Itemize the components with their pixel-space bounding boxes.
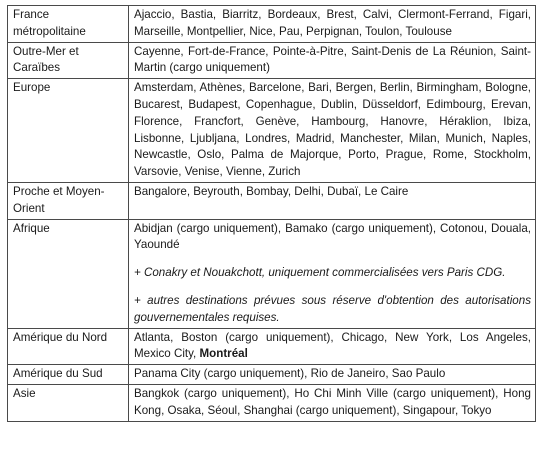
destinations-cell — [129, 219, 536, 328]
region-cell: Amérique du Nord — [8, 328, 129, 365]
highlighted-destination: Montréal — [199, 347, 248, 361]
region-cell: Amérique du Sud — [8, 365, 129, 385]
destinations-cell — [129, 365, 536, 385]
destinations-list: Bangalore, Beyrouth, Bombay, Delhi, Dubaï, Le Caire — [134, 184, 409, 198]
region-cell: Asie — [8, 384, 129, 421]
table-row — [8, 42, 536, 79]
destinations-text: Atlanta, Boston (cargo uniquement), Chicago, New York, Los Angeles, Mexico City, — [134, 330, 531, 361]
table-row — [8, 365, 536, 385]
region-cell: France métropolitaine — [8, 6, 129, 43]
table-row — [8, 328, 536, 365]
table-row — [8, 384, 536, 421]
destinations-note: + Conakry et Nouakchott, uniquement commercialisées vers Paris CDG. — [134, 266, 506, 280]
destinations-list: Cayenne, Fort-de-France, Pointe-à-Pitre, Saint-Denis de La Réunion, Saint-Martin (cargo uniquement) — [134, 44, 531, 75]
destinations-cell — [129, 384, 536, 421]
destinations-list: Ajaccio, Bastia, Biarritz, Bordeaux, Brest, Calvi, Clermont-Ferrand, Figari, Marseille, Montpellier, Nice, Pau, Perpignan, Toulon, Toulouse — [134, 8, 531, 38]
region-cell: Afrique — [8, 219, 129, 328]
destinations-list — [134, 330, 531, 364]
table-row — [8, 6, 536, 43]
destinations-cell — [129, 6, 536, 43]
destinations-cell — [129, 182, 536, 219]
destinations-list: Bangkok (cargo uniquement), Ho Chi Minh Ville (cargo uniquement), Hong Kong, Osaka, Séoul, Shanghai (cargo uniquement), Singapour, Tokyo — [134, 386, 531, 417]
table-row — [8, 219, 536, 328]
destinations-list: Panama City (cargo uniquement), Rio de Janeiro, Sao Paulo — [134, 367, 446, 381]
table-row — [8, 182, 536, 219]
destinations-table-container — [7, 5, 529, 422]
destinations-list: Abidjan (cargo uniquement), Bamako (cargo uniquement), Cotonou, Douala, Yaoundé — [134, 221, 531, 252]
region-cell: Europe — [8, 79, 129, 183]
table-row — [8, 79, 536, 183]
destinations-list: Amsterdam, Athènes, Barcelone, Bari, Bergen, Berlin, Birmingham, Bologne, Bucarest, Budapest, Copenhague, Dublin, Düsseldorf, Edimbourg, Erevan, Florence, Francfort, Genève, Hambourg, Hanovre, Héraklion, Ibiza, Lisbonne, Ljubljana, Londres, Madrid, Manchester, Milan, Munich, Naples, Newcastle, Oslo, Palma de Majorque, Porto, Prague, Rome, Stockholm, Varsovie, Venise, Vienne, Zurich — [134, 81, 531, 179]
destinations-cell — [129, 42, 536, 79]
region-cell: Outre-Mer et Caraïbes — [8, 42, 129, 79]
destinations-cell — [129, 79, 536, 183]
region-cell: Proche et Moyen-Orient — [8, 182, 129, 219]
destinations-table — [7, 5, 536, 422]
destinations-note: + autres destinations prévues sous réserve d'obtention des autorisations gouvernementales requises. — [134, 293, 531, 324]
destinations-cell — [129, 328, 536, 365]
